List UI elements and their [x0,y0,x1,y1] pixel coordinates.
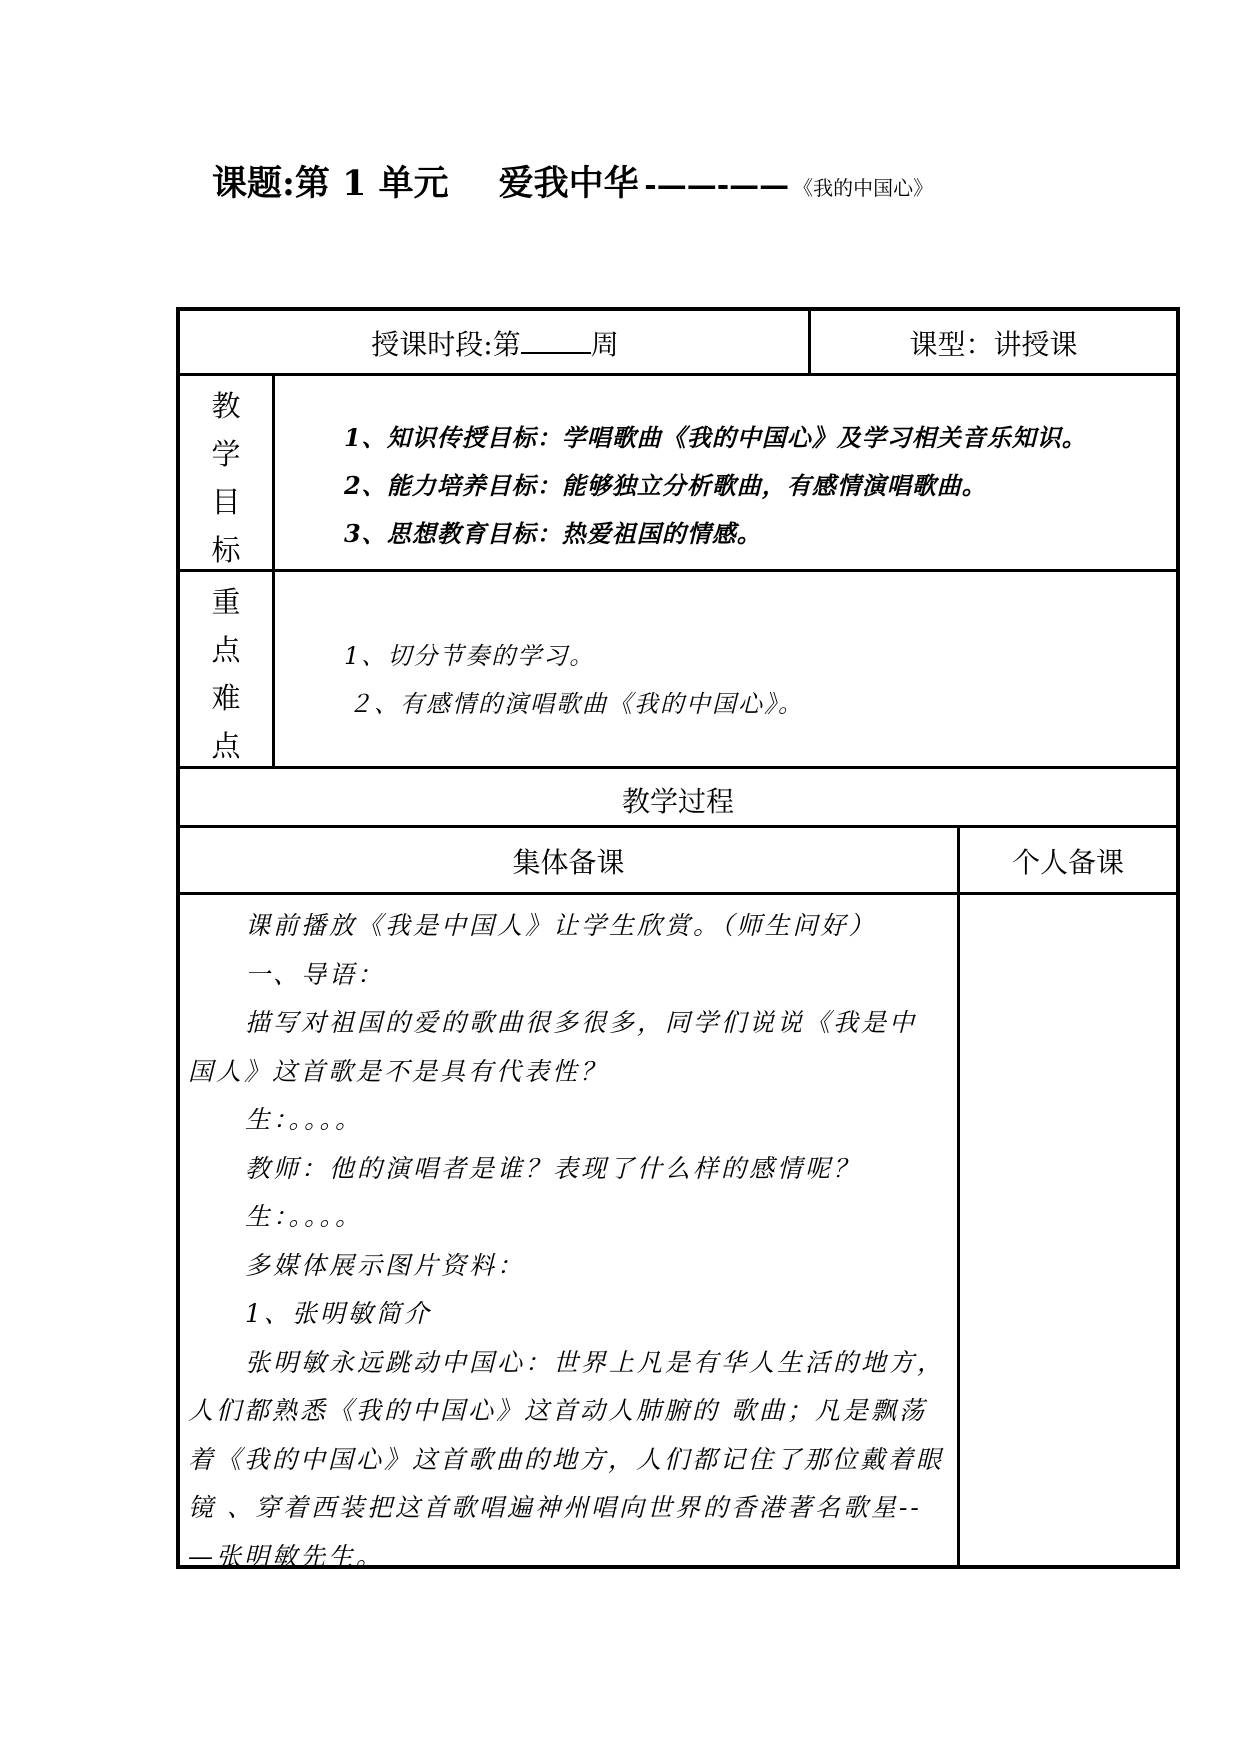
table-divider [176,569,1180,572]
lesson-title [212,156,933,206]
key-point-item: ２、有感情的演唱歌曲《我的中国心》。 [348,690,804,718]
table-divider [957,825,960,1569]
body-line: 描写对祖国的爱的歌曲很多很多，同学们说说《我是中 [245,1008,918,1037]
table-divider [176,373,1180,376]
lesson-body [188,902,953,1581]
table-divider [176,892,1180,895]
objective-item: 3、思想教育目标：热爱祖国的情感。 [344,519,762,548]
body-line: 人们都熟悉《我的中国心》这首动人肺腑的 歌曲；凡是飘荡 [188,1396,927,1425]
key-points-label [209,578,243,770]
body-line: 多媒体展示图片资料： [245,1250,526,1280]
label-char: 学 [211,437,241,471]
body-line: 生：。。。。 [245,1105,364,1134]
period-prefix: 授课时段:第 [371,328,521,361]
body-line: 着《我的中国心》这首歌曲的地方，人们都记住了那位戴着眼 [188,1444,945,1474]
week-blank [521,326,591,354]
period-suffix: 周 [590,328,619,361]
title-unit: 爱我中华 [498,163,639,204]
body-line: 一、导语： [245,959,386,989]
label-char: 目 [211,485,241,519]
title-dashes: -——-—— [644,168,790,203]
objective-item: 2、能力培养目标：能够独立分析歌曲，有感情演唱歌曲。 [344,471,987,500]
title-prefix: 课题:第 1 单元 [212,163,449,204]
body-line: —张明敏先生。 [188,1541,385,1571]
title-song: 《我的中国心》 [793,176,934,200]
objective-item: 1、知识传授目标：学唱歌曲《我的中国心》及学习相关音乐知识。 [344,423,1087,452]
lesson-type: 课型：讲授课 [909,328,1078,361]
personal-prep-header: 个人备课 [1011,846,1124,879]
label-char: 重 [211,585,241,619]
body-line: 国人》这首歌是不是具有代表性？ [188,1056,609,1086]
body-line: 教师：他的演唱者是谁？表现了什么样的感情呢？ [245,1153,862,1183]
label-char: 教 [211,389,241,423]
body-line: 张明敏永远跳动中国心：世界上凡是有华人生活的地方， [245,1347,946,1377]
body-line: 课前播放《我是中国人》让学生欣赏。（师生问好） [245,911,877,940]
label-char: 点 [211,729,241,763]
body-line: 生：。。。。 [245,1202,364,1231]
table-divider [176,766,1180,769]
label-char: 难 [211,681,241,715]
table-divider [272,373,275,768]
teaching-period [180,323,810,363]
key-point-item: 1、切分节奏的学习。 [344,642,596,670]
table-divider [176,825,1180,828]
label-char: 标 [211,533,241,567]
process-title: 教学过程 [621,785,734,818]
label-char: 点 [211,633,241,667]
body-line: 1、张明敏简介 [245,1299,432,1328]
group-prep-header: 集体备课 [512,846,625,879]
body-line: 镜 、穿着西装把这首歌唱遍神州唱向世界的香港著名歌星-- [188,1493,922,1522]
objectives-label [209,382,243,574]
